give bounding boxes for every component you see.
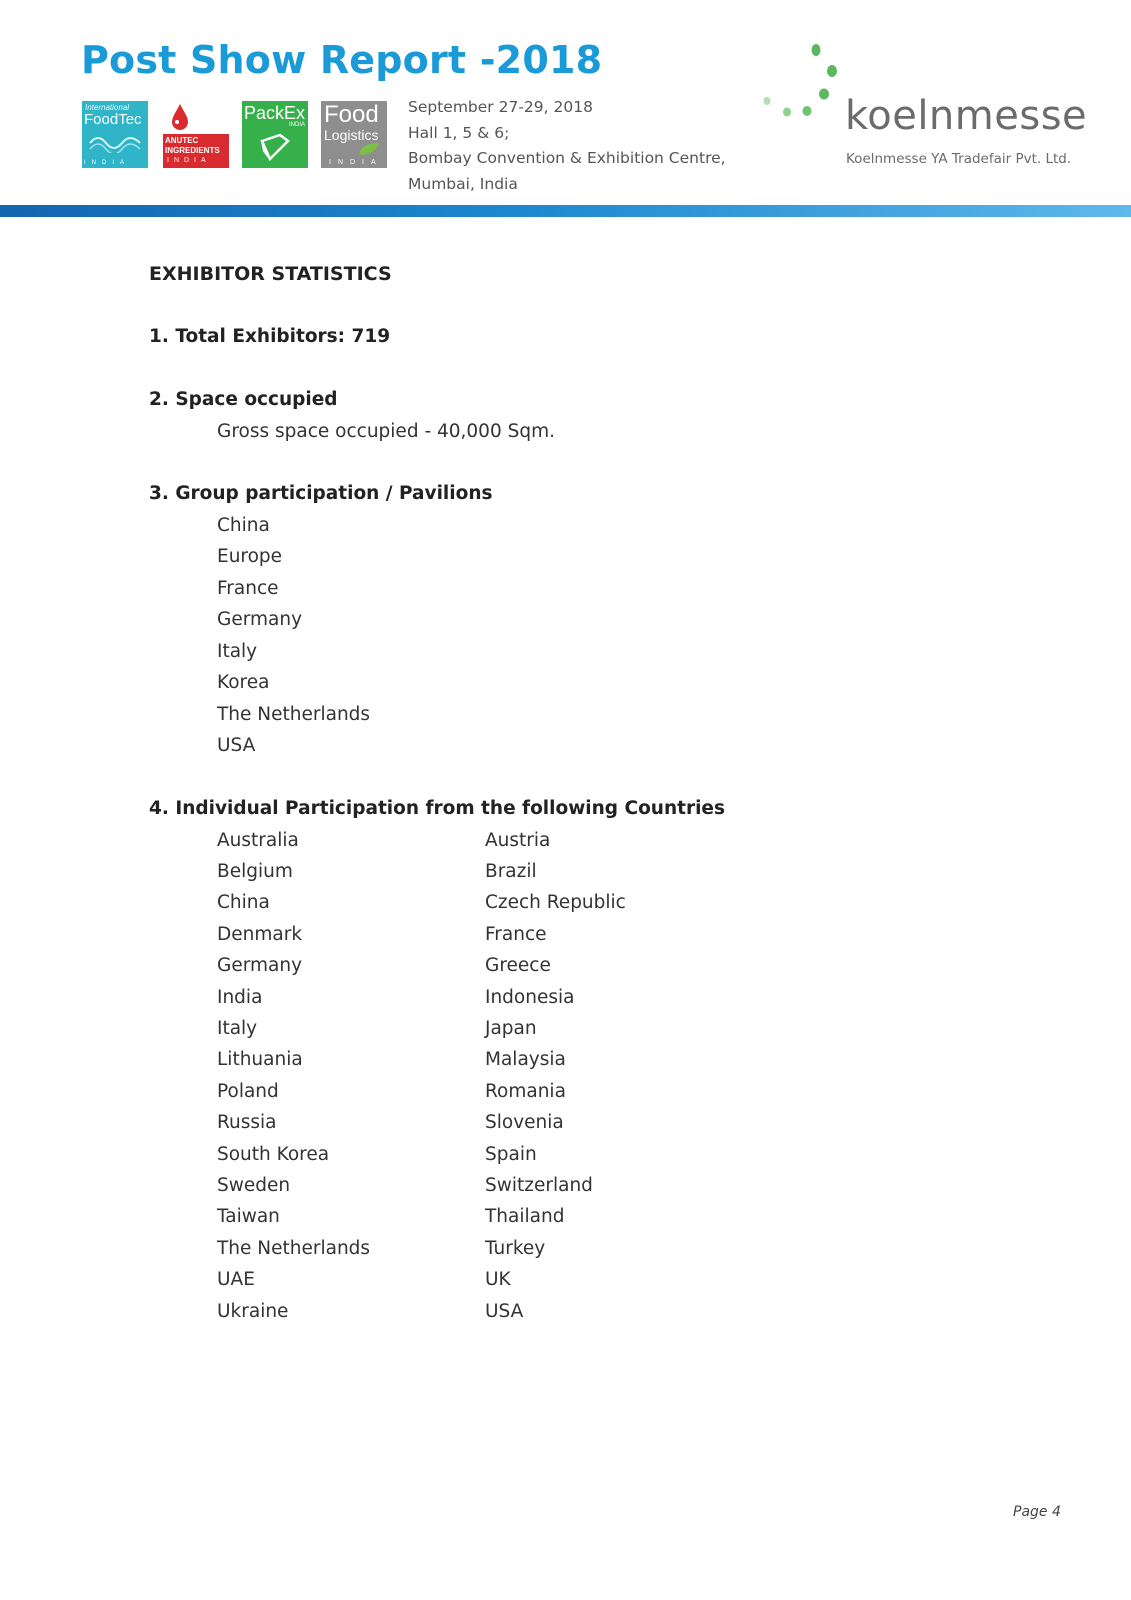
list-item: USA (217, 735, 256, 756)
list-item: Sweden (217, 1175, 291, 1196)
list-item: Spain (485, 1144, 537, 1165)
list-item: Europe (217, 546, 283, 567)
koelnmesse-dots-icon (755, 40, 845, 125)
leaf-icon (357, 141, 381, 157)
list-item: Greece (485, 955, 551, 976)
list-item: Malaysia (485, 1049, 566, 1070)
space-occupied-detail: Gross space occupied - 40,000 Sqm. (217, 421, 555, 442)
event-city: Mumbai, India (408, 174, 518, 193)
section-title: EXHIBITOR STATISTICS (149, 263, 392, 285)
list-item: Poland (217, 1081, 279, 1102)
ift-logo-line2: FoodTec (84, 111, 142, 128)
list-item: Ukraine (217, 1301, 289, 1322)
list-item: China (217, 892, 270, 913)
list-item: France (485, 924, 547, 945)
list-item: Denmark (217, 924, 303, 945)
list-item: Germany (217, 609, 303, 630)
anutec-logo-line1: ANUTEC (165, 136, 199, 145)
list-item: Brazil (485, 861, 537, 882)
international-foodtec-logo (82, 101, 148, 168)
list-item: Switzerland (485, 1175, 593, 1196)
list-item: Taiwan (217, 1206, 280, 1227)
list-item: Belgium (217, 861, 293, 882)
list-item: China (217, 515, 270, 536)
organizer-subtitle: Koelnmesse YA Tradefair Pvt. Ltd. (846, 151, 1072, 167)
list-item: USA (485, 1301, 524, 1322)
food-logistics-logo-line1: Food (324, 101, 379, 128)
list-item: South Korea (217, 1144, 330, 1165)
anutec-ingredients-logo (163, 101, 229, 168)
list-item: Australia (217, 830, 299, 851)
list-item: Russia (217, 1112, 277, 1133)
package-icon (258, 131, 292, 163)
report-title: Post Show Report -2018 (81, 38, 603, 82)
list-item: Italy (217, 641, 258, 662)
list-item: India (217, 987, 263, 1008)
wave-icon (88, 131, 142, 153)
list-item: France (217, 578, 279, 599)
list-item: Romania (485, 1081, 566, 1102)
list-item: Thailand (485, 1206, 565, 1227)
header-band (0, 205, 1131, 217)
list-item: Turkey (485, 1238, 546, 1259)
list-item: Italy (217, 1018, 258, 1039)
packex-logo-line1: PackEx (244, 103, 306, 123)
list-item: Japan (485, 1018, 537, 1039)
list-item: UAE (217, 1269, 255, 1290)
list-item: Slovenia (485, 1112, 564, 1133)
event-dates: September 27-29, 2018 (408, 98, 593, 116)
event-venue: Bombay Convention & Exhibition Centre, (408, 149, 726, 167)
ift-logo-line3: INDIA (84, 160, 131, 166)
list-item: Lithuania (217, 1049, 303, 1070)
food-logistics-logo-line2: Logistics (324, 127, 379, 143)
packex-india-logo (242, 101, 308, 168)
drop-icon (171, 103, 189, 131)
food-logistics-logo (321, 101, 387, 168)
event-info (408, 95, 726, 197)
list-item: Korea (217, 672, 270, 693)
individual-participation-heading: 4. Individual Participation from the following Countries (149, 798, 725, 819)
page-number: Page 4 (1013, 1504, 1061, 1520)
group-participation-heading: 3. Group participation / Pavilions (149, 483, 493, 504)
list-item: Germany (217, 955, 303, 976)
list-item: The Netherlands (217, 1238, 371, 1259)
list-item: The Netherlands (217, 704, 371, 725)
total-exhibitors-heading: 1. Total Exhibitors: 719 (149, 326, 391, 347)
list-item: Austria (485, 830, 551, 851)
space-occupied-heading: 2. Space occupied (149, 389, 338, 410)
food-logistics-logo-line3: INDIA (329, 159, 383, 166)
list-item: Indonesia (485, 987, 575, 1008)
anutec-logo-line2: INGREDIENTS (165, 146, 220, 155)
event-halls: Hall 1, 5 & 6; (408, 123, 510, 142)
list-item: Czech Republic (485, 892, 626, 913)
anutec-logo-line3: INDIA (167, 157, 211, 164)
packex-logo-line2: INDIA (288, 122, 305, 128)
ift-logo-line1: International (85, 103, 130, 112)
koelnmesse-wordmark: koelnmesse (845, 93, 1088, 139)
list-item: UK (485, 1269, 511, 1290)
